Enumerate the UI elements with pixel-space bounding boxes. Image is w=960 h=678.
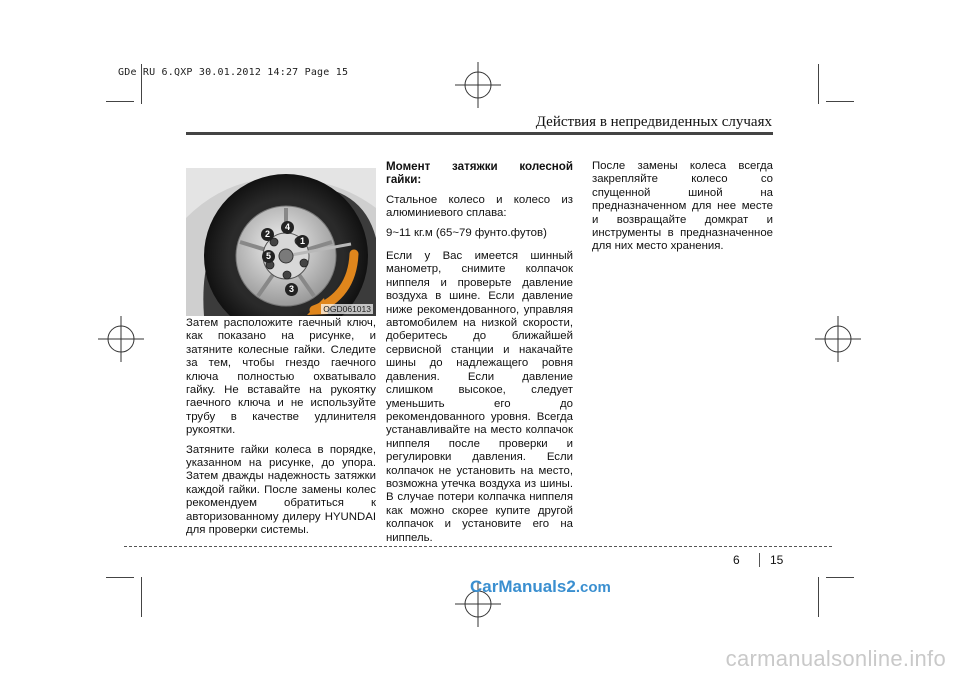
crop-mark xyxy=(818,64,819,104)
page-number-separator xyxy=(759,553,760,567)
paragraph: Затем расположите гаечный ключ, как показано на рисунке, и затяните колесные гайки. Следите за тем, чтобы гнездо гаечного ключа полностью охватывало гайку. Не вставайте на рукоятку гаечного ключа и не используйте трубу в качестве удлинителя рукоятки. xyxy=(186,317,376,437)
crop-mark xyxy=(826,577,854,578)
page-number: 15 xyxy=(770,553,784,567)
watermark-name: CarManuals2 xyxy=(470,577,576,596)
paragraph: После замены колеса всегда закрепляйте колесо со спущенной шиной на предназначенном для нее месте и возвращайте домкрат и инструменты в предназначенное для них место хранения. xyxy=(592,160,773,253)
paragraph: Стальное колесо и колесо из алюминиевого сплава: xyxy=(386,193,573,220)
column-1 xyxy=(186,317,376,544)
crop-mark xyxy=(106,101,134,102)
crop-mark xyxy=(826,101,854,102)
site-watermark[interactable]: carmanualsonline.info xyxy=(725,646,946,671)
wheel-illustration xyxy=(186,168,376,316)
wheel-figure xyxy=(186,168,376,316)
figure-code: OGD061013 xyxy=(323,304,371,314)
registration-mark-left xyxy=(98,316,144,362)
paragraph: Если у Вас имеется шинный манометр, снимите колпачок ниппеля и проверьте давление воздуха в шине. Если давление ниже рекомендованного, управляя автомобилем на низкой скорости, доберитесь до ближайшей сервисной станции и накачайте шины до надлежащего ровня давления. Если давление слишком высокое, следует уменьшить его до рекомендованного уровня. Всегда устанавливайте на место колпачок ниппеля после проверки и регулировки давления. Если колпачок не установить на место, возможна утечка воздуха из шины. В случае потери колпачка ниппеля как можно скорее купите другой колпачок и установите его на ниппель. xyxy=(386,250,573,544)
torque-heading: Момент затяжки колесной гайки: xyxy=(386,160,573,187)
chapter-number: 6 xyxy=(733,553,740,567)
nut-number-3: 3 xyxy=(285,283,298,296)
nut-number-4: 4 xyxy=(281,221,294,234)
crop-mark xyxy=(818,577,819,617)
column-3 xyxy=(592,160,773,260)
crop-mark xyxy=(141,577,142,617)
torque-value: 9~11 кг.м (65~79 фунто.футов) xyxy=(386,226,547,239)
nut-number-2: 2 xyxy=(261,228,274,241)
paragraph: Затяните гайки колеса в порядке, указанном на рисунке, до упора. Затем дважды надежность затяжки каждой гайки. После замены колес рекомендуем обратиться к авторизованному дилеру HYUNDAI для проверки системы. xyxy=(186,443,376,537)
print-slug: GDe RU 6.QXP 30.01.2012 14:27 Page 15 xyxy=(118,67,349,78)
crop-mark xyxy=(106,577,134,578)
watermark-tld: .com xyxy=(575,579,611,596)
column-2 xyxy=(386,160,573,551)
registration-mark-right xyxy=(815,316,861,362)
nut-number-1: 1 xyxy=(296,235,309,248)
nut-number-5: 5 xyxy=(262,250,275,263)
section-title: Действия в непредвиденных случаях xyxy=(535,114,772,130)
carmanuals-watermark[interactable] xyxy=(470,577,611,597)
footer-rule xyxy=(124,546,832,547)
registration-mark-top xyxy=(455,62,501,108)
title-rule xyxy=(186,132,773,135)
